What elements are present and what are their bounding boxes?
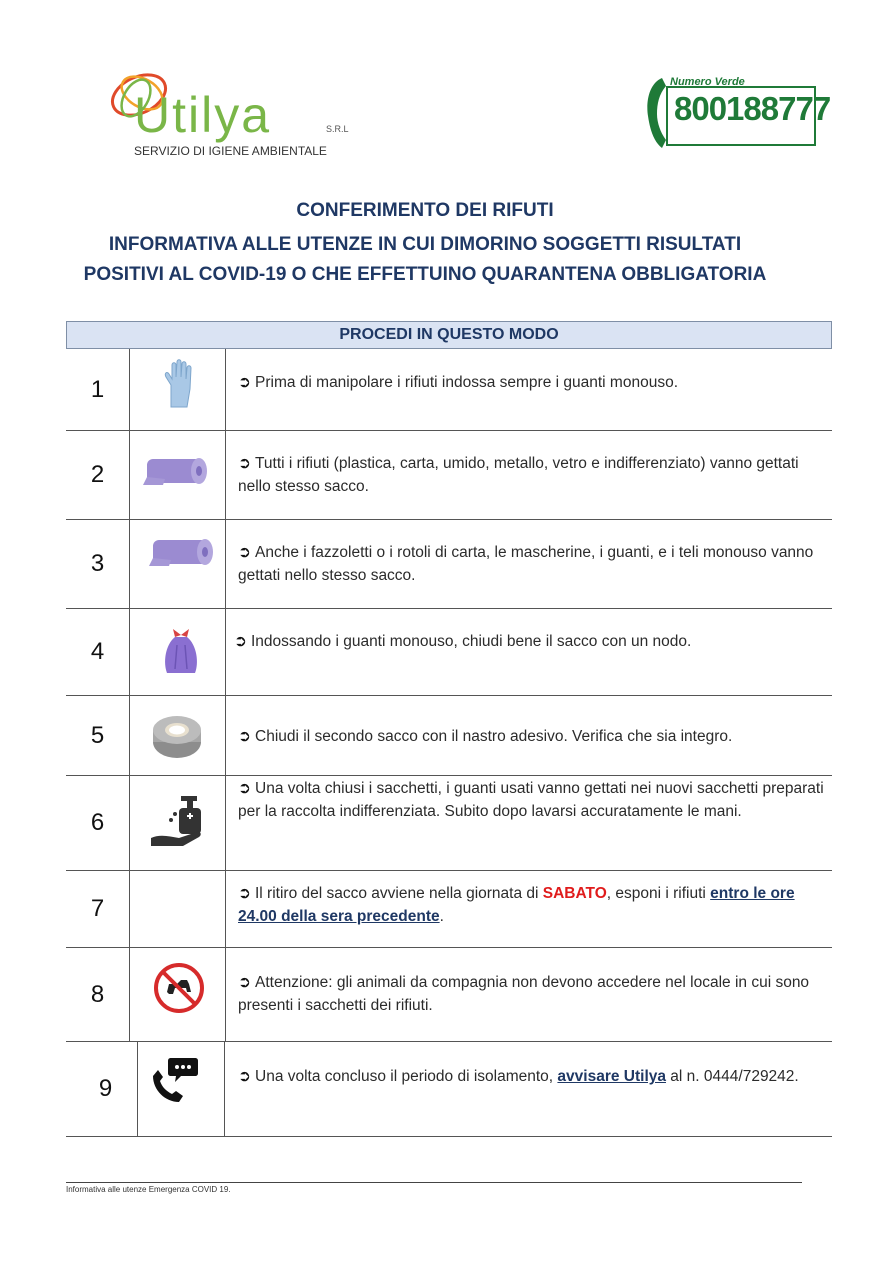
highlight-deadline: entro le ore 24.00 della sera precedente <box>238 885 795 925</box>
logo-subtitle: SERVIZIO DI IGIENE AMBIENTALE <box>134 144 327 158</box>
row-text-part: . <box>439 908 444 925</box>
row-number: 7 <box>66 871 130 947</box>
row-number: 6 <box>66 776 130 870</box>
row-text <box>238 882 828 928</box>
row-text-content: Attenzione: gli animali da compagnia non devono accedere nel locale in cui sono presenti i sacchetti dei rifiuti. <box>238 974 810 1014</box>
row-icon-cell <box>129 520 226 608</box>
row-number: 5 <box>66 696 130 775</box>
highlight-avvisare: avvisare Utilya <box>557 1068 666 1085</box>
glove-icon <box>163 359 193 409</box>
table-row <box>66 609 832 696</box>
row-icon-cell <box>129 696 226 775</box>
page-title: CONFERIMENTO DEI RIFUTI <box>296 200 554 221</box>
arrow-icon: ➲ <box>238 974 251 991</box>
arrow-icon: ➲ <box>238 885 251 902</box>
row-text-content: Tutti i rifiuti (plastica, carta, umido, metallo, vetro e indifferenziato) vanno gettati nello stesso sacco. <box>238 455 799 495</box>
no-pets-icon <box>153 962 205 1014</box>
instructions-table <box>66 349 832 1137</box>
arrow-icon: ➲ <box>238 544 251 561</box>
page-subtitle-line2: POSITIVI AL COVID-19 O CHE EFFETTUINO QUARANTENA OBBLIGATORIA <box>83 264 767 285</box>
row-text <box>238 1065 828 1088</box>
numero-verde-number: 800188777 <box>674 90 831 127</box>
row-text <box>238 541 828 587</box>
table-row <box>66 948 832 1042</box>
row-icon-cell <box>129 609 226 695</box>
table-row <box>66 1042 832 1137</box>
table-row <box>66 520 832 609</box>
phone-chat-icon <box>149 1056 199 1106</box>
arrow-icon: ➲ <box>234 633 247 650</box>
phone-handset-icon <box>642 74 668 152</box>
row-icon-cell <box>129 349 226 430</box>
table-row <box>66 871 832 948</box>
bag-roll-icon <box>149 530 215 574</box>
arrow-icon: ➲ <box>238 780 251 797</box>
row-text-content: Anche i fazzoletti o i rotoli di carta, le mascherine, i guanti, e i teli monouso vanno gettati nello stesso sacco. <box>238 544 814 584</box>
row-text <box>238 725 828 748</box>
logo-srl: S.R.L <box>326 124 349 134</box>
logo-word: Utilya <box>134 87 272 143</box>
row-number: 3 <box>66 520 130 608</box>
row-icon-cell <box>129 776 226 870</box>
table-row <box>66 431 832 520</box>
arrow-icon: ➲ <box>238 455 251 472</box>
table-row <box>66 776 832 871</box>
footer-divider <box>66 1182 802 1183</box>
row-number: 2 <box>66 431 130 519</box>
row-number: 4 <box>66 609 130 695</box>
row-number: 1 <box>66 349 130 430</box>
row-text-part: Il ritiro del sacco avviene nella giornata di <box>255 885 543 902</box>
row-text-content: Indossando i guanti monouso, chiudi bene il sacco con un nodo. <box>251 633 692 650</box>
arrow-icon: ➲ <box>238 1068 251 1085</box>
bag-roll-icon <box>143 449 209 493</box>
row-text <box>238 452 828 498</box>
numero-verde-label: Numero Verde <box>670 76 745 88</box>
row-text-content: Chiudi il secondo sacco con il nastro adesivo. Verifica che sia integro. <box>255 728 733 745</box>
tied-bag-icon <box>159 619 203 677</box>
row-text-content: Una volta chiusi i sacchetti, i guanti usati vanno gettati nei nuovi sacchetti preparati per la raccolta indifferenziata. Subito dopo lavarsi accuratamente le mani. <box>238 780 824 820</box>
footer-note: Informativa alle utenze Emergenza COVID 19. <box>66 1185 231 1194</box>
row-number: 8 <box>66 948 130 1041</box>
title-block <box>0 200 850 286</box>
row-text-part: , esponi i rifiuti <box>606 885 711 902</box>
arrow-icon: ➲ <box>238 728 251 745</box>
page-subtitle-line1: INFORMATIVA ALLE UTENZE IN CUI DIMORINO SOGGETTI RISULTATI <box>108 234 742 255</box>
row-text-part: Una volta concluso il periodo di isolamento, <box>255 1068 558 1085</box>
highlight-sabato: SABATO <box>542 885 607 902</box>
table-row <box>66 696 832 776</box>
table-row <box>66 349 832 431</box>
row-text-part: al n. 0444/729242. <box>666 1068 799 1085</box>
tape-roll-icon <box>149 712 205 762</box>
row-icon-cell <box>129 431 226 519</box>
hand-sanitizer-icon <box>149 794 209 850</box>
row-text <box>238 777 828 823</box>
row-icon-cell <box>129 948 226 1041</box>
row-text <box>238 371 828 394</box>
row-text <box>238 971 828 1017</box>
row-number: 9 <box>66 1042 138 1136</box>
row-text-content: Prima di manipolare i rifiuti indossa sempre i guanti monouso. <box>255 374 679 391</box>
row-icon-cell <box>129 1042 225 1136</box>
table-header: PROCEDI IN QUESTO MODO <box>66 321 832 349</box>
row-icon-cell <box>129 871 226 947</box>
row-text <box>234 630 828 653</box>
utilya-logo <box>104 60 354 160</box>
numero-verde-badge <box>642 74 831 152</box>
arrow-icon: ➲ <box>238 374 251 391</box>
